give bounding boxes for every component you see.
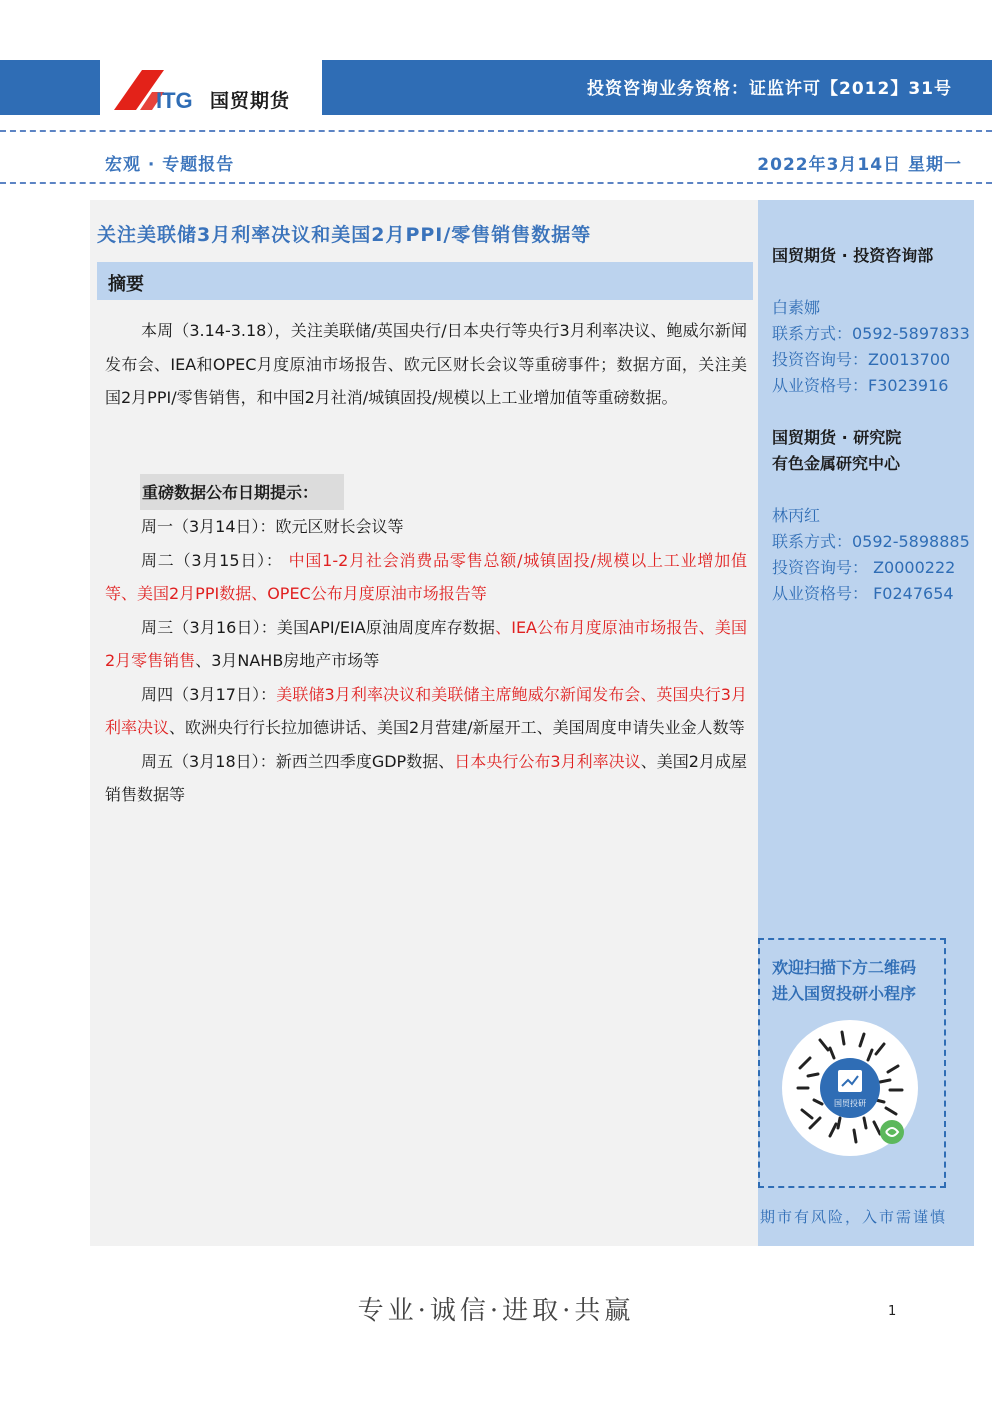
qr-caption-line1: 欢迎扫描下方二维码 [772, 958, 917, 977]
company-name: 国贸期货 [210, 90, 291, 112]
summary-bar [97, 262, 753, 300]
divider-top [0, 130, 992, 132]
footer-slogan: 专业·诚信·进取·共赢 [357, 1296, 635, 1326]
analyst1-name: 白素娜 [772, 298, 821, 317]
risk-warning: 期市有风险，入市需谨慎 [760, 1208, 948, 1226]
page-number: 1 [888, 1304, 897, 1319]
dept-research: 国贸期货 · 研究院 [772, 428, 902, 447]
day-label: 周一（3月14日）： [141, 517, 276, 536]
day-red: 美联储3月利率决议和美联储主席鲍威尔新闻发布会、英国央行3月利率决议 [105, 684, 747, 737]
qr-center-label: 国贸投研 [834, 1099, 866, 1108]
day-list [105, 510, 747, 812]
analyst1-advisory-no: 投资咨询号：Z0013700 [772, 350, 951, 369]
day-item-monday [105, 510, 747, 544]
summary-label: 摘要 [108, 274, 144, 295]
day-red: 日本央行公布3月利率决议 [454, 751, 641, 771]
analyst2-advisory-no: 投资咨询号： Z0000222 [772, 558, 956, 577]
day-normal: 、欧洲央行行长拉加德讲话、美国2月营建/新屋开工、美国周度申请失业金人数等 [169, 718, 745, 737]
day-label: 周三（3月16日）： [141, 617, 277, 637]
day-item-thursday [105, 678, 747, 745]
dept-advisory: 国贸期货 · 投资咨询部 [772, 246, 934, 265]
analyst2-qualification-no: 从业资格号： F0247654 [772, 584, 954, 603]
day-red: 、IEA公布月度原油市场报告、美国2月零售销售 [105, 617, 747, 670]
qr-caption-line2: 进入国贸投研小程序 [772, 984, 917, 1003]
day-item-tuesday [105, 544, 747, 611]
report-date: 2022年3月14日 星期一 [757, 155, 962, 175]
day-item-wednesday [105, 611, 747, 678]
mini-program-qr-icon[interactable] [780, 1018, 920, 1158]
license-text: 投资咨询业务资格：证监许可【2012】31号 [587, 79, 952, 99]
analyst1-contact: 联系方式：0592-5897833 [772, 324, 970, 343]
report-type: 宏观 · 专题报告 [105, 155, 235, 175]
day-item-friday [105, 745, 747, 812]
day-normal-2: 、美国2月成屋销售数据等 [105, 751, 747, 804]
day-label: 周四（3月17日）： [141, 684, 277, 704]
analyst1-qualification-no: 从业资格号：F3023916 [772, 376, 949, 395]
divider-bottom [0, 182, 992, 184]
itg-logo-icon [112, 68, 208, 112]
intro-paragraph: 本周（3.14-3.18），关注美联储/英国央行/日本央行等央行3月利率决议、鲍威尔新闻发布会、IEA和OPEC月度原油市场报告、欧元区财长会议等重磅事件；数据方面，关注美国2月PPI/零售销售，和中国2月社消/城镇固投/规模以上工业增加值等重磅数据。 [105, 321, 747, 407]
day-normal: 欧元区财长会议等 [275, 517, 404, 536]
day-normal: 新西兰四季度GDP数据、 [275, 751, 455, 771]
logo-text: ITG [156, 88, 193, 112]
day-label: 周二（3月15日）： [141, 550, 283, 570]
day-normal-2: 、3月NAHB房地产市场等 [195, 651, 380, 670]
highlight-title: 重磅数据公布日期提示： [142, 483, 319, 502]
analyst2-name: 林丙红 [772, 506, 821, 525]
report-title: 关注美联储3月利率决议和美国2月PPI/零售销售数据等 [97, 224, 592, 246]
qr-caption [772, 955, 916, 1007]
analyst2-contact: 联系方式：0592-5898885 [772, 532, 970, 551]
day-normal: 美国API/EIA原油周度库存数据 [276, 617, 496, 637]
dept-research-center: 有色金属研究中心 [772, 454, 901, 473]
day-red: 中国1-2月社会消费品零售总额/城镇固投/规模以上工业增加值等、美国2月PPI数据、OPEC公布月度原油市场报告等 [105, 550, 747, 603]
day-label: 周五（3月18日）： [141, 751, 276, 771]
